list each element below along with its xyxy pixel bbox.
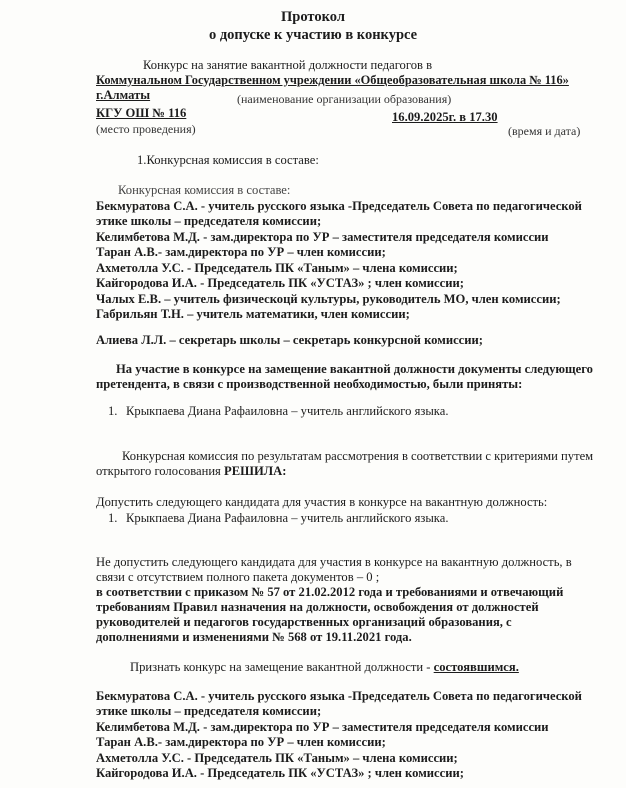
recognize-line (130, 660, 519, 675)
recognize-text: Признать конкурс на замещение вакантной должности - (130, 660, 431, 674)
signature-line: Кайгородова И.А. - Председатель ПК «УСТАЗ» ; член комиссии; (96, 766, 464, 780)
organization-name: Коммунальном Государственном учреждении «Общеобразовательная школа № 116» (96, 73, 569, 87)
meeting-date: 16.09.2025г. в 17.30 (392, 110, 498, 124)
commission-member: Келимбетова М.Д. - зам.директора по УР – заместителя председателя комиссии (96, 230, 549, 244)
signature-line: Бекмуратова С.А. - учитель русского языка -Председатель Совета по педагогической (96, 689, 582, 703)
legal-basis: дополнениями и изменениями № 568 от 19.11.2021 года. (96, 630, 412, 644)
commission-heading: Конкурсная комиссия в составе: (118, 183, 291, 197)
decision-intro-text: открытого голосования (96, 464, 221, 478)
not-admit-line2: связи с отсутствием полного пакета документов – 0 ; (96, 570, 380, 584)
recognize-status: состоявшимся. (433, 660, 519, 674)
commission-member: этике школы – председателя комиссии; (96, 214, 322, 228)
decision-intro-line1: Конкурсная комиссия по результатам рассмотрения в соответствии с критериями путем (122, 449, 594, 463)
legal-basis: требованиям Правил назначения на должности, освобождения от должностей (96, 600, 539, 614)
legal-basis: руководителей и педагогов государственных организаций образования, с (96, 615, 512, 629)
city: г.Алматы (96, 88, 151, 102)
signature-line: Келимбетова М.Д. - зам.директора по УР – заместителя председателя комиссии (96, 720, 549, 734)
decided-word: РЕШИЛА: (224, 464, 287, 478)
venue: КГУ ОШ № 116 (96, 106, 187, 120)
signature-line: Таран А.В.- зам.директора по УР – член комиссии; (96, 735, 386, 749)
document-subtitle: о допуске к участию в конкурсе (208, 27, 418, 43)
applicant-number: 1. (108, 404, 118, 418)
commission-member: Таран А.В.- зам.директора по УР – член комиссии; (96, 245, 386, 259)
applicants-intro-line1: На участие в конкурсе на замещение вакантной должности документы следующего (116, 362, 593, 376)
date-caption: (время и дата) (508, 124, 581, 138)
section1-heading: 1.Конкурсная комиссия в составе: (137, 153, 319, 167)
admit-text: Допустить следующего кандидата для участия в конкурсе на вакантную должность: (96, 495, 548, 509)
admitted-candidate: Крыкпаева Диана Рафаиловна – учитель английского языка. (126, 511, 449, 525)
commission-member: Ахметолла У.С. - Председатель ПК «Таным» – члена комиссии; (96, 261, 458, 275)
signature-line: этике школы – председателя комиссии; (96, 704, 322, 718)
not-admit-line1: Не допустить следующего кандидата для участия в конкурсе на вакантную должность, в (96, 555, 572, 569)
venue-caption: (место проведения) (96, 122, 196, 136)
commission-member: Бекмуратова С.А. - учитель русского языка -Председатель Совета по педагогической (96, 199, 582, 213)
commission-member: Чалых Е.В. – учитель физическоцй культуры, руководитель МО, член комиссии; (96, 292, 561, 306)
admitted-number: 1. (108, 511, 118, 525)
commission-member: Габрильян Т.Н. – учитель математики, член комиссии; (96, 307, 410, 321)
secretary: Алиева Л.Л. – секретарь школы – секретарь конкурсной комиссии; (96, 333, 483, 347)
commission-member: Кайгородова И.А. - Председатель ПК «УСТАЗ» ; член комиссии; (96, 276, 464, 290)
applicant: Крыкпаева Диана Рафаиловна – учитель английского языка. (126, 404, 449, 418)
header-line1: Конкурс на занятие вакантной должности педагогов в (143, 58, 433, 72)
applicants-intro-line2: претендента, в связи с производственной необходимостью, были приняты: (96, 377, 523, 391)
legal-basis: в соответствии с приказом № 57 от 21.02.2012 года и требованиями и отвечающий (96, 585, 564, 599)
signature-line: Ахметолла У.С. - Председатель ПК «Таным» – члена комиссии; (96, 751, 458, 765)
decision-intro-line2 (96, 464, 286, 479)
organization-caption: (наименование организации образования) (237, 92, 452, 106)
document-title: Протокол (281, 9, 345, 25)
